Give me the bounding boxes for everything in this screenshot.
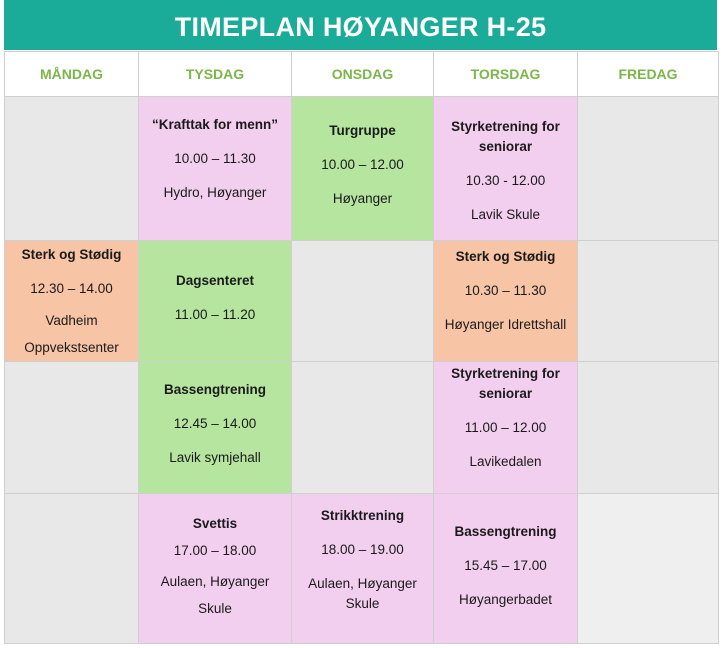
empty-cell (578, 494, 719, 644)
activity-cell (434, 241, 578, 362)
activity-cell (434, 97, 578, 241)
day-header-tuesday: TYSDAG (139, 52, 292, 97)
activity-cell (292, 97, 434, 241)
activity-place: Aulaen, Høyanger Skule (308, 576, 417, 611)
activity-time: 10.30 - 12.00 (465, 173, 546, 188)
activity-place: Aulaen, Høyanger Skule (160, 574, 270, 616)
activity-time: 15.45 – 17.00 (464, 558, 547, 573)
empty-cell (5, 97, 139, 241)
day-header-row (5, 52, 719, 97)
activity-time: 10.00 – 11.30 (174, 151, 256, 166)
activity-cell (139, 494, 292, 644)
activity-place: Lavik symjehall (169, 450, 261, 465)
activity-name: Styrketrening for seniorar (451, 119, 560, 154)
activity-name: Sterk og Stødig (21, 247, 122, 262)
activity-time: 18.00 – 19.00 (321, 542, 404, 557)
table-row (5, 97, 719, 241)
activity-name: Strikktrening (320, 508, 405, 523)
activity-place: Lavik Skule (470, 207, 541, 222)
activity-name: Styrketrening for seniorar (451, 366, 560, 401)
empty-cell (292, 362, 434, 494)
day-header-monday: MÅNDAG (5, 52, 139, 97)
activity-time: 11.00 – 12.00 (464, 420, 547, 435)
activity-name: Dagsenteret (175, 273, 255, 288)
empty-cell (5, 362, 139, 494)
day-header-thursday: TORSDAG (434, 52, 578, 97)
activity-time: 17.00 – 18.00 (173, 543, 257, 558)
empty-cell (578, 362, 719, 494)
activity-place: Lavikedalen (469, 454, 542, 469)
activity-name: Turgruppe (329, 123, 396, 138)
activity-time: 10.30 – 11.30 (464, 283, 547, 298)
activity-time: 10.00 – 12.00 (321, 157, 404, 172)
activity-name: Sterk og Stødig (455, 249, 556, 264)
activity-name: Bassengtrening (163, 382, 267, 397)
activity-place: Høyanger (332, 191, 393, 206)
activity-cell (139, 241, 292, 362)
activity-cell (434, 362, 578, 494)
empty-cell (578, 97, 719, 241)
empty-cell (578, 241, 719, 362)
activity-time: 12.30 – 14.00 (30, 281, 113, 296)
activity-name: Bassengtrening (454, 524, 557, 539)
activity-place: Høyangerbadet (458, 592, 553, 607)
empty-cell (292, 241, 434, 362)
day-header-wednesday: ONSDAG (292, 52, 434, 97)
activity-place: Høyanger Idrettshall (444, 317, 567, 332)
activity-name: “Krafttak for menn” (151, 117, 278, 132)
activity-name: Svettis (192, 516, 238, 531)
empty-cell (5, 494, 139, 644)
timetable (4, 51, 719, 644)
activity-cell (434, 494, 578, 644)
activity-place: Hydro, Høyanger (163, 185, 267, 200)
table-row (5, 494, 719, 644)
activity-place: Vadheim Oppvekstsenter (24, 313, 119, 355)
table-row (5, 241, 719, 362)
activity-cell (139, 362, 292, 494)
activity-time: 12.45 – 14.00 (173, 416, 257, 431)
page-title: TIMEPLAN HØYANGER H-25 (4, 0, 717, 50)
table-row (5, 362, 719, 494)
activity-cell (5, 241, 139, 362)
activity-cell (139, 97, 292, 241)
activity-time: 11.00 – 11.20 (174, 307, 256, 322)
day-header-friday: FREDAG (578, 52, 719, 97)
activity-cell (292, 494, 434, 644)
